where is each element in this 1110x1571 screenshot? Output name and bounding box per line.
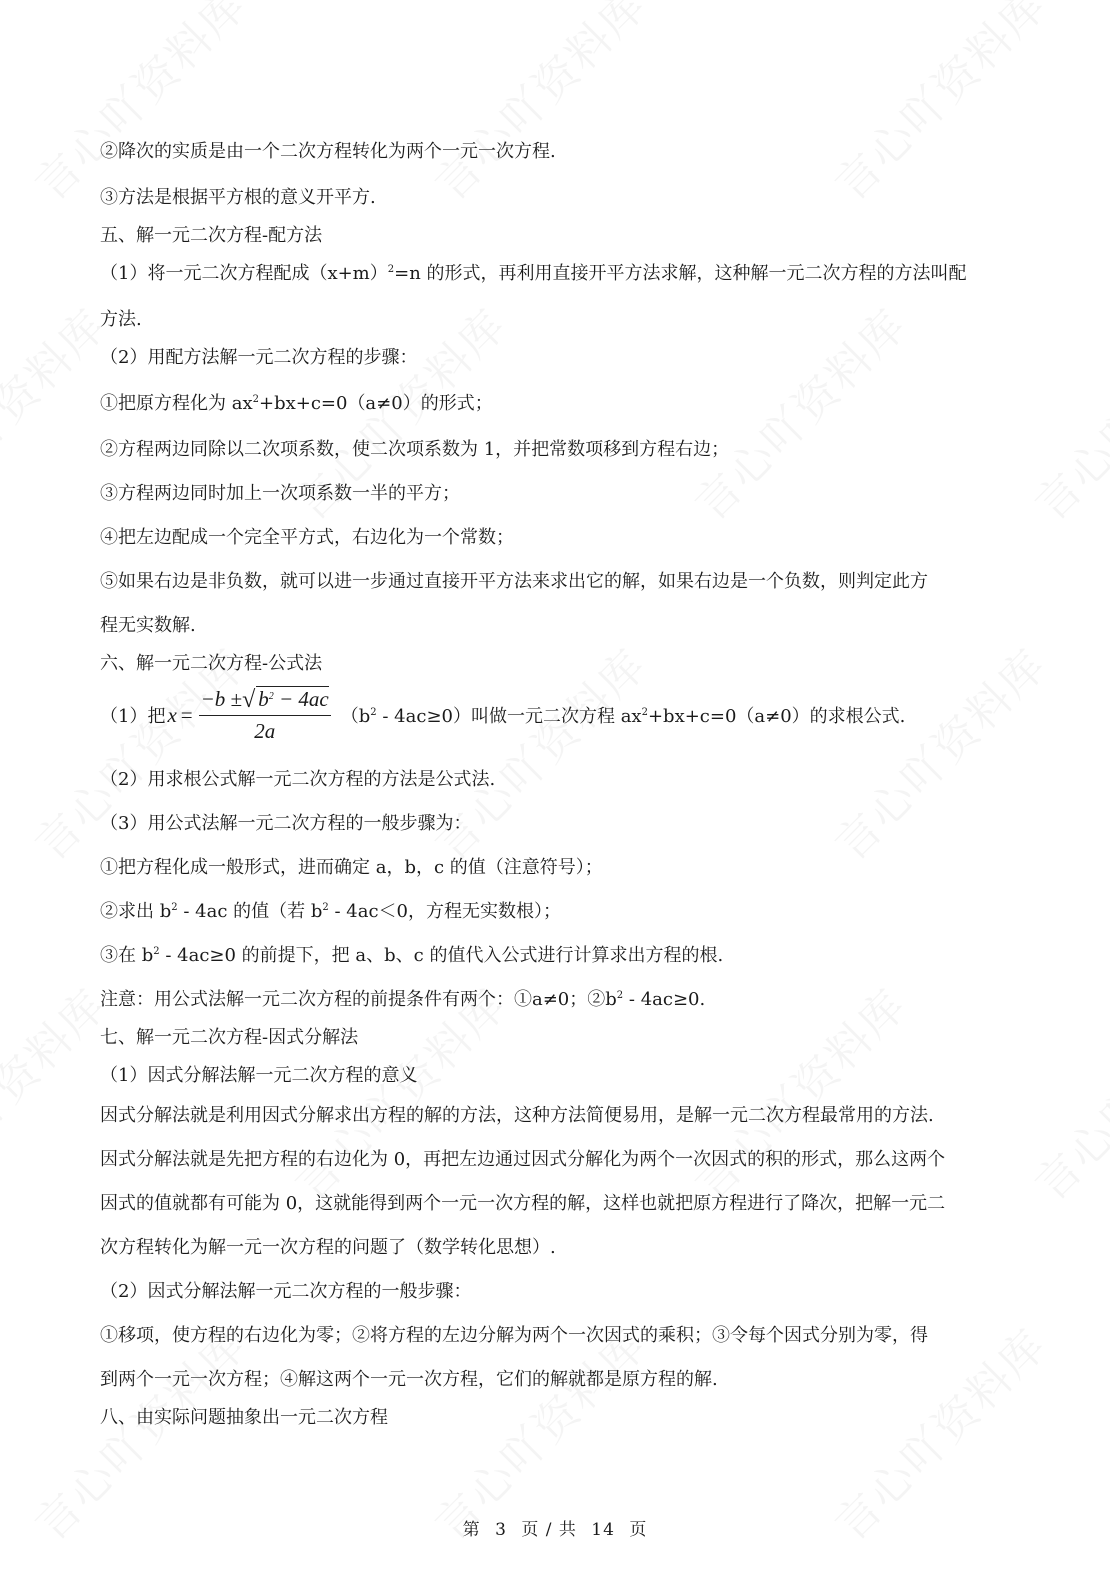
text-line (100, 262, 967, 286)
current-page-number: 3 (495, 1520, 507, 1540)
sqrt-icon: √ (242, 687, 256, 713)
text-line: （2）因式分解法解一元二次方程的一般步骤： (100, 1281, 472, 1302)
watermark-text (18, 0, 258, 212)
watermark-text (1018, 292, 1110, 532)
radicand (256, 686, 329, 712)
superscript: 2 (153, 946, 160, 957)
quadratic-formula-fraction (199, 686, 331, 744)
footer-label-mid: 页 / 共 (521, 1520, 577, 1540)
text-line: （3）用公式法解一元二次方程的一般步骤为： (100, 813, 472, 834)
text-line: ②方程两边同除以二次项系数，使二次项系数为 1，并把常数项移到方程右边； (100, 439, 730, 460)
radicand-b: b (258, 687, 269, 711)
superscript: 2 (387, 264, 395, 275)
text-line: 因式的值就都有可能为 0，这就能得到两个一元一次方程的解，这样也就把原方程进行了降次，把解一元二 (100, 1193, 946, 1214)
text-line: 因式分解法就是利用因式分解求出方程的解的方法，这种方法简便易用，是解一元二次方程最常用的方法. (100, 1105, 934, 1126)
text-segment: ③在 b (100, 945, 154, 966)
text-line: ③方法是根据平方根的意义开平方. (100, 187, 376, 208)
text-line: ②降次的实质是由一个二次方程转化为两个一元一次方程. (100, 141, 556, 162)
formula-variable-x: x (167, 702, 177, 727)
numerator-prefix: −b ± (200, 687, 243, 711)
text-segment: - 4ac 的值（若 b (177, 901, 323, 922)
text-line (100, 392, 493, 416)
text-line: ⑤如果右边是非负数，就可以进一步通过直接开平方法来求出它的解，如果右边是一个负数，则判定此方 (100, 571, 928, 592)
page-footer (0, 1515, 1110, 1540)
text-line: 因式分解法就是先把方程的右边化为 0，再把左边通过因式分解化为两个一次因式的积的形式，那么这两个 (100, 1149, 946, 1170)
formula-condition (341, 702, 906, 728)
superscript: 2 (616, 990, 624, 1001)
footer-label-pre: 第 (462, 1520, 481, 1540)
quadratic-formula-line (100, 680, 905, 750)
text-line: （2）用求根公式解一元二次方程的方法是公式法. (100, 769, 496, 790)
text-segment: +bx+c=0（a≠0）的形式； (258, 393, 493, 414)
condition-pre: （b (340, 706, 371, 727)
text-line: ④把左边配成一个完全平方式，右边化为一个常数； (100, 527, 514, 548)
text-line: ③方程两边同时加上一次项系数一半的平方； (100, 483, 460, 504)
equation-exponent: 2 (641, 707, 648, 718)
text-line: ①移项，使方程的右边化为零；②将方程的左边分解为两个一次因式的乘积；③令每个因式分别为零，得 (100, 1325, 928, 1346)
formula-equals: = (180, 702, 193, 727)
text-segment: - 4ac≥0. (623, 989, 706, 1010)
watermark-text (678, 972, 918, 1212)
footer-label-post: 页 (629, 1520, 648, 1540)
total-pages-number: 14 (591, 1520, 615, 1540)
formula-numerator (199, 686, 331, 716)
watermark-text (418, 632, 658, 872)
section-heading: 八、由实际问题抽象出一元二次方程 (100, 1407, 388, 1428)
text-segment: - 4ac≥0 的前提下，把 a、b、c 的值代入公式进行计算求出方程的根. (159, 945, 724, 966)
watermark-text (678, 292, 918, 532)
text-line: ①把方程化成一般形式，进而确定 a，b，c 的值（注意符号）； (100, 857, 603, 878)
condition-post: - 4ac≥0）叫做一元二次方程 ax (376, 706, 642, 727)
text-segment: ②求出 b (100, 901, 172, 922)
radicand-exponent: 2 (268, 691, 274, 702)
formula-prefix: （1）把 (100, 706, 166, 727)
text-line: （2）用配方法解一元二次方程的步骤： (100, 347, 418, 368)
watermark-text (818, 632, 1058, 872)
watermark-text (818, 0, 1058, 212)
text-line: 次方程转化为解一元一次方程的问题了（数学转化思想）. (100, 1237, 556, 1258)
superscript: 2 (171, 902, 178, 913)
text-line (100, 988, 705, 1012)
radicand-rest: − 4ac (273, 687, 329, 711)
section-heading: 五、解一元二次方程-配方法 (100, 225, 323, 246)
text-segment: ①把原方程化为 ax (100, 393, 253, 414)
text-line: 到两个一元一次方程；④解这两个一元一次方程，它们的解就都是原方程的解. (100, 1369, 718, 1390)
text-line: （1）因式分解法解一元二次方程的意义 (100, 1065, 418, 1086)
section-heading: 七、解一元二次方程-因式分解法 (100, 1027, 359, 1048)
watermark-text (418, 0, 658, 212)
text-segment: （1）将一元二次方程配成（x+m） (100, 263, 388, 284)
text-line: 方法. (100, 309, 142, 330)
text-segment: =n 的形式，再利用直接开平方法求解，这种解一元二次方程的方法叫配 (394, 263, 967, 284)
watermark-text (1018, 972, 1110, 1212)
formula-suffix: +bx+c=0（a≠0）的求根公式. (647, 706, 906, 727)
text-segment: 注意：用公式法解一元二次方程的前提条件有两个：①a≠0；②b (100, 989, 617, 1010)
section-heading: 六、解一元二次方程-公式法 (100, 653, 323, 674)
text-segment: - 4ac＜0，方程无实数根）； (328, 901, 562, 922)
formula-denominator: 2a (254, 719, 276, 743)
superscript: 2 (252, 394, 259, 405)
text-line (100, 900, 561, 924)
superscript: 2 (322, 902, 329, 913)
text-line (100, 944, 723, 968)
text-line: 程无实数解. (100, 615, 196, 636)
condition-exponent: 2 (370, 707, 377, 718)
